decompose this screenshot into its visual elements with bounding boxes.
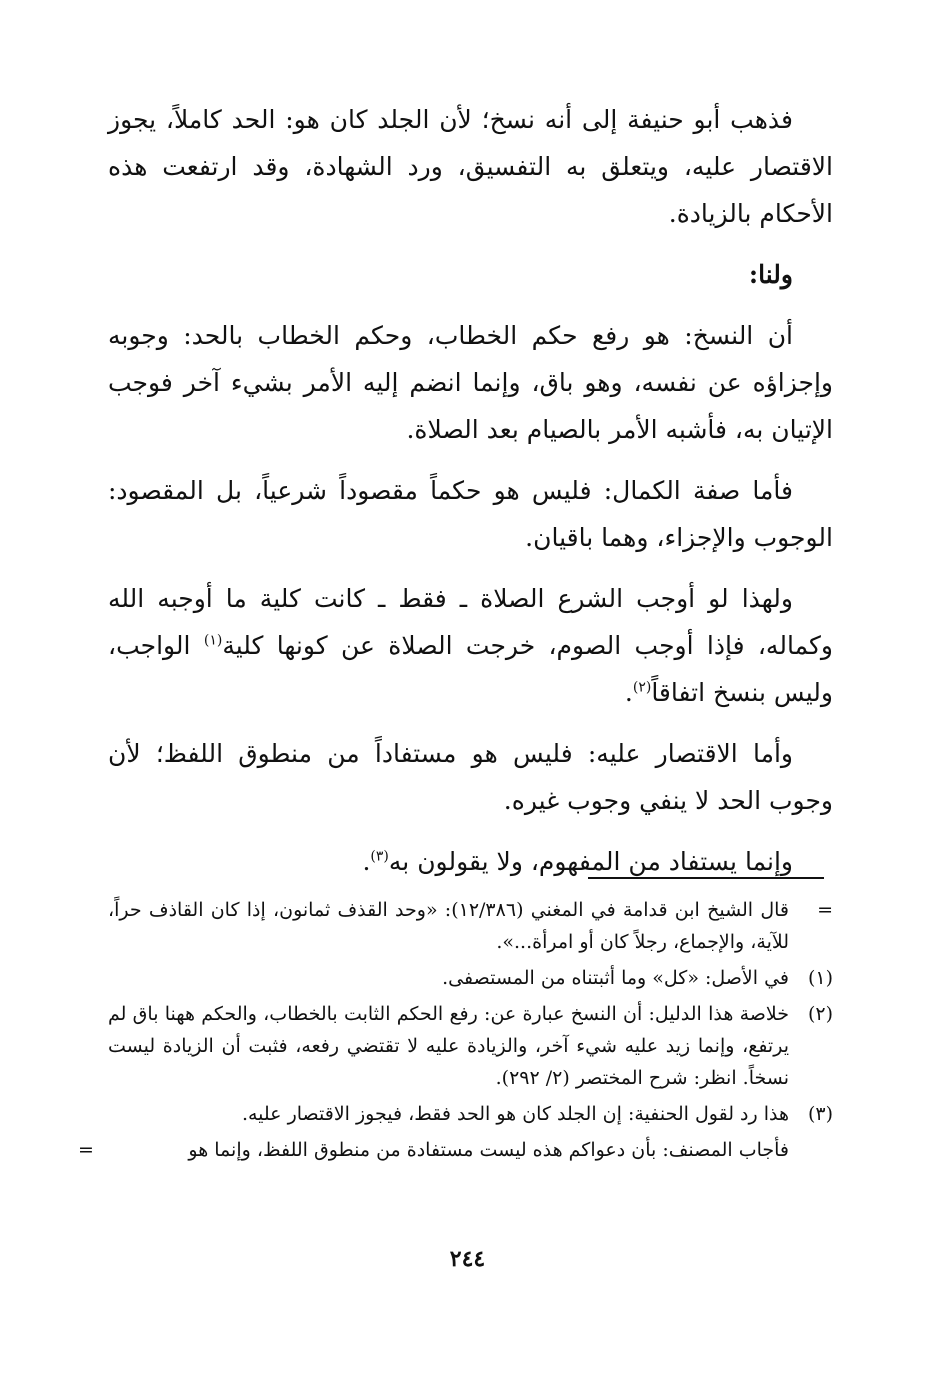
paragraph-4-part-c: . <box>624 678 633 707</box>
footnote-3 <box>108 1098 833 1130</box>
footnote-ref-1: (١) <box>203 632 223 649</box>
footnote-ref-3: (٣) <box>370 848 389 865</box>
paragraph-1: فذهب أبو حنيفة إلى أنه نسخ؛ لأن الجلد كان هو: الحد كاملاً، يجوز الاقتصار عليه، ويتعلق به التفسيق، ورد الشهادة، وقد ارتفعت هذه الأحكام بالزيادة. <box>108 105 833 228</box>
footnote-3-marker: (٣) <box>807 1103 833 1125</box>
main-text <box>108 96 833 899</box>
paragraph-3: فأما صفة الكمال: فليس هو حكماً مقصوداً شرعياً، بل المقصود: الوجوب والإجزاء، وهما باقيان. <box>108 476 833 552</box>
footnote-1 <box>108 962 833 994</box>
footnote-3-text: هذا رد لقول الحنفية: إن الجلد كان هو الحد فقط، فيجوز الاقتصار عليه. <box>241 1103 789 1125</box>
continues-marker: = <box>78 1139 94 1161</box>
footnote-1-marker: (١) <box>807 967 833 989</box>
section-heading: ولنا: <box>748 260 793 289</box>
page-number: ٢٤٤ <box>449 1246 486 1272</box>
footnote-3-text-2: فأجاب المصنف: بأن دعواكم هذه ليست مستفادة من منطوق اللفظ، وإنما هو <box>188 1139 789 1161</box>
footnote-ref-2: (٢) <box>632 679 652 696</box>
paragraph-5: وأما الاقتصار عليه: فليس هو مستفاداً من منطوق اللفظ؛ لأن وجوب الحد لا ينفي وجوب غيره. <box>108 739 833 815</box>
footnote-3-continued <box>78 1134 833 1166</box>
paragraph-6-part-b: . <box>362 847 371 876</box>
footnote-divider <box>588 877 824 879</box>
paragraph-6-part-a: وإنما يستفاد من المفهوم، ولا يقولون به <box>388 847 793 876</box>
footnote-2-text: خلاصة هذا الدليل: أن النسخ عبارة عن: رفع الحكم الثابت بالخطاب، والحكم ههنا باق لم يرتفع، وإنما زيد عليه شيء آخر، والزيادة عليه لا تقتضي رفعه، فثبت أن الزيادة ليست نسخاً. انظر: شرح المختصر (٢/ ٢٩٢). <box>108 1003 789 1089</box>
footnotes <box>78 894 833 1170</box>
footnote-1-text: في الأصل: «كل» وما أثبتناه من المستصفى. <box>442 967 789 989</box>
continuation-marker: = <box>817 899 833 921</box>
paragraph-4-part-b: الواجب، وليس بنسخ اتفاقاً <box>108 631 833 707</box>
paragraph-4 <box>108 575 833 716</box>
footnote-2-marker: (٢) <box>807 1003 833 1025</box>
paragraph-2: أن النسخ: هو رفع حكم الخطاب، وحكم الخطاب بالحد: وجوبه وإجزاؤه عن نفسه، وهو باق، وإنما انضم إليه الأمر بشيء آخر فوجب الإتيان به، فأشبه الأمر بالصيام بعد الصلاة. <box>108 321 833 444</box>
footnote-continued <box>108 894 833 958</box>
footnote-continued-text: قال الشيخ ابن قدامة في المغني (١٢/٣٨٦): «وحد القذف ثمانون، إذا كان القاذف حراً، للآية، والإجماع، رجلاً كان أو امرأة...». <box>108 899 789 953</box>
footnote-2 <box>108 998 833 1094</box>
paragraph-4-part-a: ولهذا لو أوجب الشرع الصلاة ـ فقط ـ كانت كلية ما أوجبه الله وكماله، فإذا أوجب الصوم، خرجت الصلاة عن كونها كلية <box>108 584 834 660</box>
